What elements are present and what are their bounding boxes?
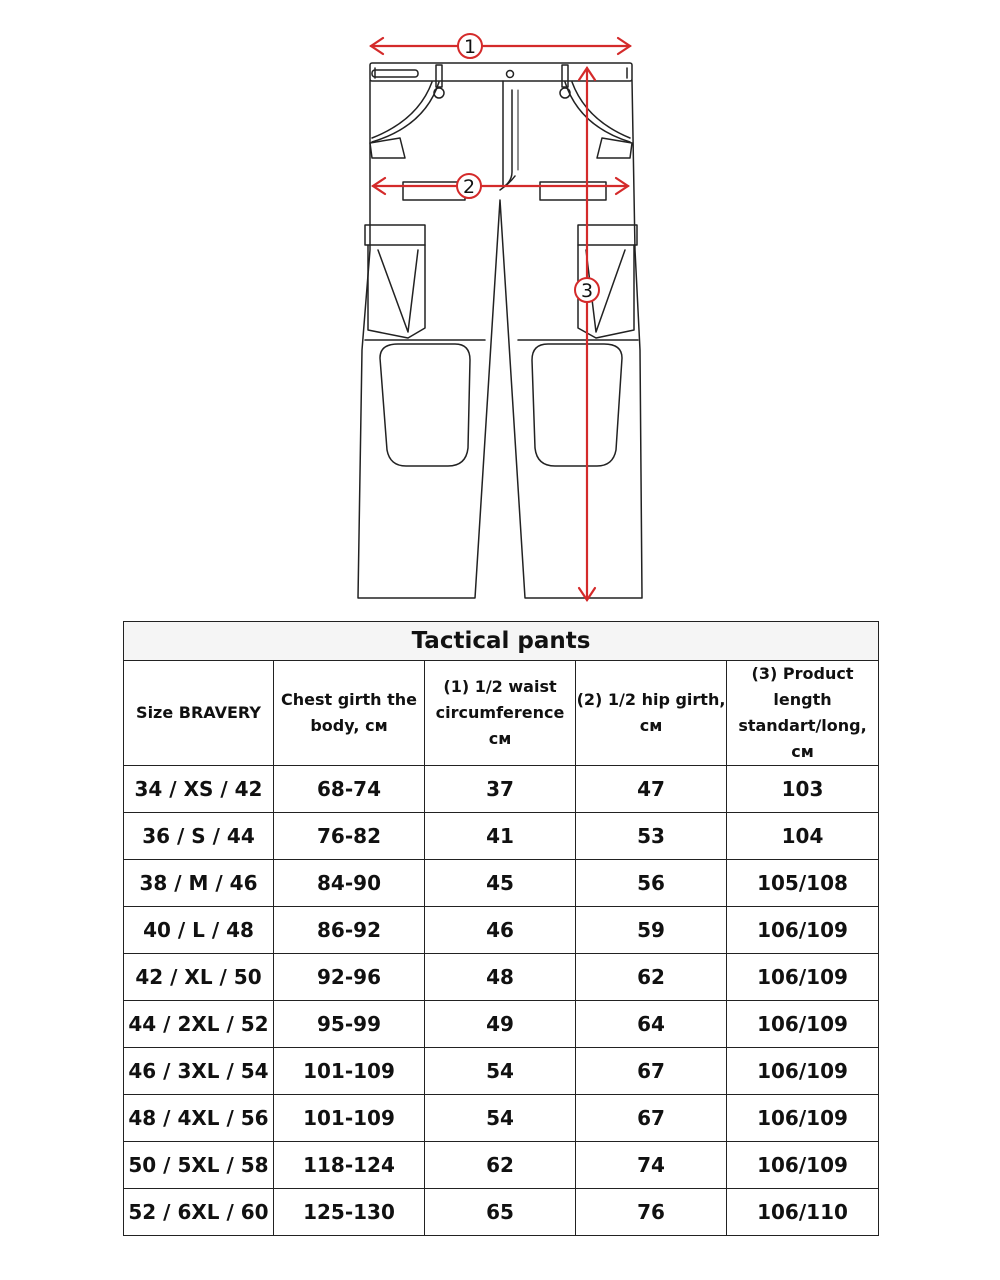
cell-size: 36 / S / 44 xyxy=(124,813,274,860)
cell-size: 50 / 5XL / 58 xyxy=(124,1142,274,1189)
header-size: Size BRAVERY xyxy=(124,661,274,766)
table-row xyxy=(124,1095,879,1142)
cell-hip: 47 xyxy=(576,766,727,813)
cell-chest: 95-99 xyxy=(274,1001,425,1048)
cell-length: 105/108 xyxy=(727,860,879,907)
knee-pad-right xyxy=(532,344,622,466)
cell-hip: 62 xyxy=(576,954,727,1001)
table-row xyxy=(124,813,879,860)
header-half-hip: (2) 1/2 hip girth, см xyxy=(576,661,727,766)
table-row xyxy=(124,1001,879,1048)
cell-chest: 86-92 xyxy=(274,907,425,954)
cell-length: 104 xyxy=(727,813,879,860)
cell-waist: 48 xyxy=(425,954,576,1001)
header-half-waist: (1) 1/2 waist circumference см xyxy=(425,661,576,766)
cell-waist: 41 xyxy=(425,813,576,860)
cell-chest: 76-82 xyxy=(274,813,425,860)
cell-hip: 59 xyxy=(576,907,727,954)
cell-size: 46 / 3XL / 54 xyxy=(124,1048,274,1095)
cell-waist: 62 xyxy=(425,1142,576,1189)
cell-hip: 67 xyxy=(576,1048,727,1095)
cell-size: 44 / 2XL / 52 xyxy=(124,1001,274,1048)
marker-3-label: 3 xyxy=(580,280,594,302)
cell-waist: 45 xyxy=(425,860,576,907)
table-header-row xyxy=(124,661,879,766)
cell-length: 106/109 xyxy=(727,1001,879,1048)
cell-chest: 101-109 xyxy=(274,1048,425,1095)
table-row xyxy=(124,1189,879,1236)
knee-pad-left xyxy=(380,344,470,466)
header-product-length: (3) Product length standart/long, см xyxy=(727,661,879,766)
cell-size: 38 / M / 46 xyxy=(124,860,274,907)
cell-hip: 74 xyxy=(576,1142,727,1189)
cell-length: 103 xyxy=(727,766,879,813)
cell-chest: 92-96 xyxy=(274,954,425,1001)
cell-size: 52 / 6XL / 60 xyxy=(124,1189,274,1236)
pants-diagram xyxy=(0,0,1000,615)
cell-chest: 84-90 xyxy=(274,860,425,907)
marker-2-label: 2 xyxy=(462,176,476,198)
header-chest-girth: Chest girth the body, см xyxy=(274,661,425,766)
cell-length: 106/109 xyxy=(727,954,879,1001)
table-row xyxy=(124,954,879,1001)
cell-chest: 125-130 xyxy=(274,1189,425,1236)
cell-size: 40 / L / 48 xyxy=(124,907,274,954)
cargo-pocket-left xyxy=(365,225,425,245)
table-row xyxy=(124,907,879,954)
cell-length: 106/109 xyxy=(727,1095,879,1142)
cell-length: 106/109 xyxy=(727,1048,879,1095)
pants-drawing xyxy=(0,0,1000,615)
size-chart-table xyxy=(123,621,879,1236)
table-row xyxy=(124,1048,879,1095)
table-row xyxy=(124,766,879,813)
cell-hip: 56 xyxy=(576,860,727,907)
cell-waist: 46 xyxy=(425,907,576,954)
cell-chest: 68-74 xyxy=(274,766,425,813)
cell-waist: 54 xyxy=(425,1095,576,1142)
cell-waist: 65 xyxy=(425,1189,576,1236)
cell-length: 106/109 xyxy=(727,907,879,954)
cell-size: 42 / XL / 50 xyxy=(124,954,274,1001)
table-row xyxy=(124,1142,879,1189)
cell-hip: 53 xyxy=(576,813,727,860)
cell-waist: 37 xyxy=(425,766,576,813)
cell-length: 106/109 xyxy=(727,1142,879,1189)
cell-hip: 67 xyxy=(576,1095,727,1142)
cell-hip: 64 xyxy=(576,1001,727,1048)
marker-1-label: 1 xyxy=(463,36,477,58)
cell-chest: 101-109 xyxy=(274,1095,425,1142)
cell-waist: 49 xyxy=(425,1001,576,1048)
cell-size: 48 / 4XL / 56 xyxy=(124,1095,274,1142)
cell-chest: 118-124 xyxy=(274,1142,425,1189)
cell-length: 106/110 xyxy=(727,1189,879,1236)
table-row xyxy=(124,860,879,907)
cell-hip: 76 xyxy=(576,1189,727,1236)
cell-size: 34 / XS / 42 xyxy=(124,766,274,813)
cell-waist: 54 xyxy=(425,1048,576,1095)
table-title: Tactical pants xyxy=(124,622,879,661)
